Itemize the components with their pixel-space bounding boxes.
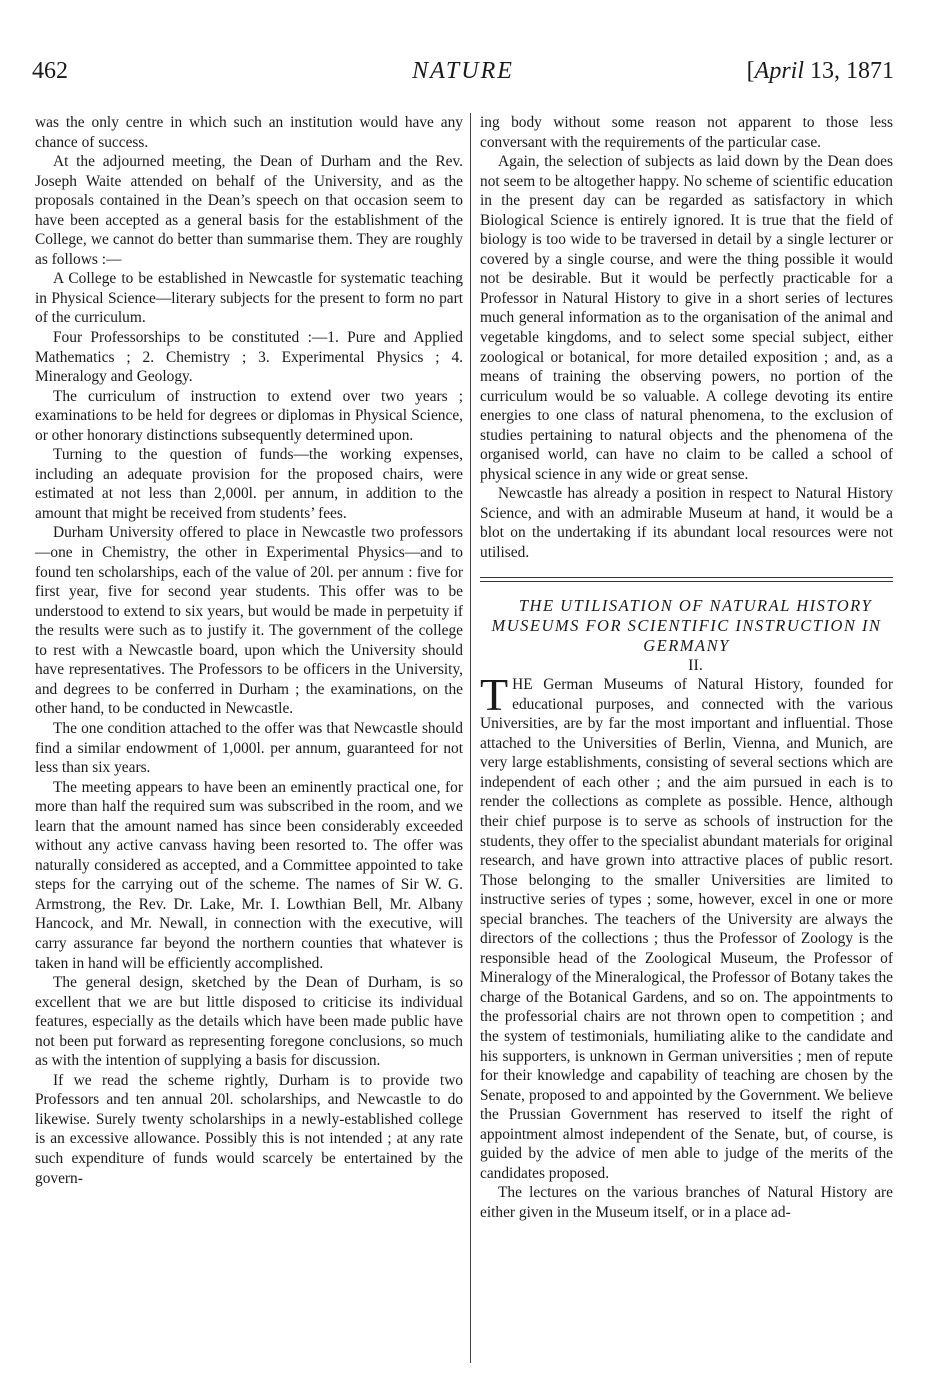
right-column	[480, 113, 893, 1222]
paragraph: was the only centre in which such an institution would have any chance of success.	[35, 114, 463, 151]
date-month: April	[754, 58, 804, 84]
page-header	[32, 58, 894, 98]
paragraph: The one condition attached to the offer was that Newcastle should find a similar endowment of 1,000l. per annum, guaranteed for not less than six years.	[35, 719, 463, 777]
paragraph: The general design, sketched by the Dean of Durham, is so excellent that we are but little disposed to criticise its individual features, especially as the details which have been made public have not been put forward as representing foregone conclusions, so much as with the intention of supplying a basis for discussion.	[35, 974, 463, 1070]
paragraph: Again, the selection of subjects as laid down by the Dean does not seem to be altogether happy. No scheme of scientific education in the present day can be regarded as satisfactory in which Biological Science is entirely ignored. It is true that the field of biology is too wide to be traversed in detail by a single lecturer or covered by a single course, and were the thing possible it would not be desirable. But it would be perfectly practicable for a Professor in Natural History to give in a short series of lectures much general information as to the organisation of the animal and vegetable kingdoms, and to select some special subject, either zoological or botanical, for more detailed exposition ; and, as a means of training the observing powers, no portion of the curriculum would be so valuable. A college devoting its entire energies to one class of natural phenomena, to the exclusion of studies pertaining to natural objects and the phenomena of the organised world, can have no claim to be called a school of physical science in any wide or great sense.	[480, 153, 893, 483]
date-day-year: 13, 1871	[804, 58, 894, 84]
paragraph: The curriculum of instruction to extend over two years ; examinations to be held for degrees or diplomas in Physical Science, or other honorary distinctions subsequently determined upon.	[35, 387, 463, 444]
paragraph: The meeting appears to have been an eminently practical one, for more than half the required sum was subscribed in the room, and we learn that the amount named has since been considerably exceeded without any active canvass having been resorted to. The offer was naturally considered as accepted, and a Committee appointed to take steps for the carrying out of the scheme. The names of Sir W. G. Armstrong, the Rev. Dr. Lake, Mr. I. Lowthian Bell, Mr. Albany Hancock, and Mr. Newall, in connection with the executive, will carry assurance far beyond the northern counties that whatever is taken in hand will be efficiently accomplished.	[35, 778, 463, 972]
column-divider	[470, 113, 471, 1363]
paragraph: If we read the scheme rightly, Durham is to provide two Professors and ten annual 20l. scholarships, and Newcastle to do likewise. Surely twenty scholarships in a newly-established college is an excessive allowance. Possibly this is not intended ; at any rate such expenditure of funds would scarcely be entertained by the govern-	[35, 1071, 463, 1187]
left-column	[35, 113, 463, 1188]
paragraph: Durham University offered to place in Newcastle two professors—one in Chemistry, the other in Experimental Physics—and to found ten scholarships, each of the value of 20l. per annum : five for first year, five for second year students. This offer was to be understood to extend to six years, but would be made in perpetuity if the results were such as to justify it. The government of the college to rest with a Newcastle board, upon which the University should have representatives. The Professors to be officers in the University, and degrees to be conferred in Durham ; the examinations, on the other hand, to be conducted in Newcastle.	[35, 524, 463, 718]
journal-title: NATURE	[412, 58, 514, 84]
lead-text: HE German Museums of Natural History, founded for educational purposes, and connected with the various Universities, are by far the most important and influential. Those attached to the Universities of Berlin, Vienna, and Munich, are very large establishments, consisting of several sections which are independent of each other ; and the aim pursued in each is to render the collections as complete as possible. Hence, although their chief purpose is to serve as schools of instruction for the students, they offer to the specialist abundant materials for original research, and have grown into attractive places of public resort. Those belonging to the smaller Universities are limited to instructive series of types ; some, however, excel in one or more special branches. The teachers of the University are always the directors of the collections ; thus the Professor of Zoology is the responsible head of the Zoological Museum, the Professor of Mineralogy of the Mineralogical, the Professor of Botany takes the charge of the Botanical Gardens, and so on. The appointments to the professorial chairs are not thrown open to competition ; and the system of testimonials, humiliating alike to the candidate and his supporters, is unknown in German universities ; men of repute for their knowledge and capability of teaching are chosen by the Senate, proposed to and appointed by the Government. We believe the Prussian Government has reserved to itself the right of appointment almost independent of the Senate, but, of course, is guided by the advice of men able to judge of the merits of the candidates proposed.	[480, 676, 893, 1182]
date-bracket: [	[746, 58, 755, 84]
paragraph: The lectures on the various branches of Natural History are either given in the Museum itself, or in a place ad-	[480, 1184, 893, 1221]
paragraph: At the adjourned meeting, the Dean of Durham and the Rev. Joseph Waite attended on behalf of the University, and as the proposals contained in the Dean’s speech on that occasion seem to have been accepted as a general basis for the establishment of the College, we cannot do better than summarise them. They are roughly as follows :—	[35, 153, 463, 268]
drop-cap: T	[480, 669, 509, 721]
paragraph: ing body without some reason not apparent to those less conversant with the requirements of the particular case.	[480, 114, 893, 151]
article-title: THE UTILISATION OF NATURAL HISTORY MUSEUMS FOR SCIENTIFIC INSTRUCTION IN GERMANY	[491, 595, 882, 655]
article-lead-paragraph	[480, 669, 893, 1183]
paragraph: A College to be established in Newcastle for systematic teaching in Physical Science—literary subjects for the present to form no part of the curriculum.	[35, 270, 463, 327]
article-part-number: II.	[688, 656, 703, 674]
paragraph: Newcastle has already a position in respect to Natural History Science, and with an admirable Museum at hand, it would be a blot on the undertaking if its abundant local resources were not utilised.	[480, 485, 893, 562]
section-separator	[480, 577, 893, 582]
paragraph: Four Professorships to be constituted :—1. Pure and Applied Mathematics ; 2. Chemistry ; 3. Experimental Physics ; 4. Mineralogy and Geology.	[35, 329, 463, 386]
page-number: 462	[32, 58, 68, 84]
issue-date	[747, 58, 894, 85]
paragraph: Turning to the question of funds—the working expenses, including an adequate provision for the proposed chairs, were estimated at not less than 2,000l. per annum, in addition to the amount that might be received from students’ fees.	[35, 446, 463, 522]
